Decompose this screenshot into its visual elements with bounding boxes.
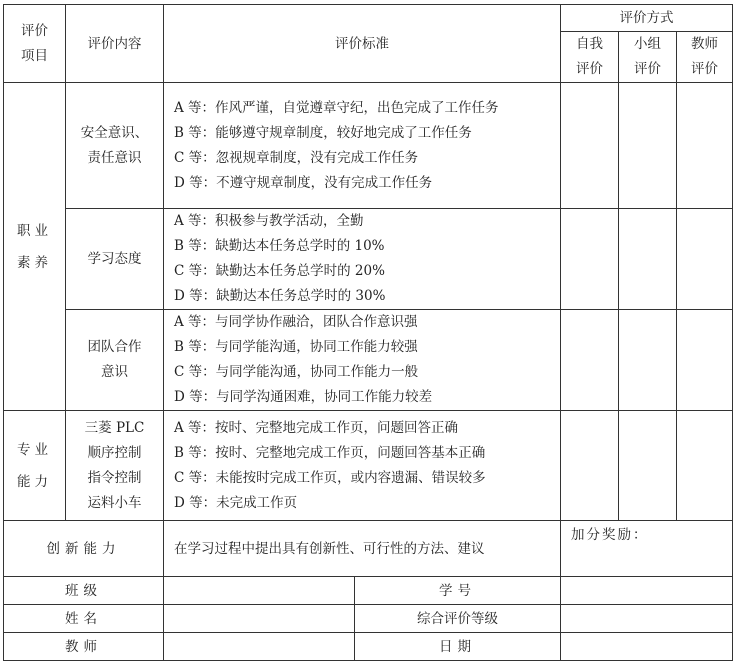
- criteria-attitude-a: A 等：积极参与教学活动，全勤: [174, 213, 364, 229]
- content-safety-line1: 安全意识、: [80, 124, 149, 141]
- header-group-line2: 评价: [634, 61, 661, 77]
- teacher-value-cell[interactable]: [164, 633, 355, 661]
- header-method: 评价方式: [561, 5, 733, 32]
- category-professionalism-line2: 素养: [17, 254, 52, 271]
- criteria-teamwork-c: C 等：与同学能沟通，协同工作能力一般: [174, 364, 419, 380]
- bonus-label: 加分奖励：: [571, 527, 649, 543]
- header-standard: 评价标准: [164, 5, 561, 83]
- self-eval-cell-safety[interactable]: [561, 83, 619, 209]
- content-safety: [66, 83, 164, 209]
- criteria-attitude-c: C 等：缺勤达本任务总学时的 20%: [174, 263, 385, 279]
- criteria-safety-a: A 等：作风严谨，自觉遵章守纪，出色完成了工作任务: [174, 99, 499, 116]
- category-ability-line1: 专业: [17, 441, 52, 458]
- header-teacher-line1: 教师: [691, 36, 718, 52]
- student-no-value-cell[interactable]: [561, 577, 733, 605]
- criteria-plc-b: B 等：按时、完整地完成工作页，问题回答基本正确: [174, 444, 486, 461]
- content-plc-line4: 运料小车: [87, 494, 142, 511]
- group-eval-cell-teamwork[interactable]: [619, 310, 677, 411]
- date-value-cell[interactable]: [561, 633, 733, 661]
- header-teacher-line2: 评价: [691, 61, 718, 77]
- footer-row-teacher: [4, 633, 733, 661]
- criteria-safety-b: B 等：能够遵守规章制度，较好地完成了工作任务: [174, 124, 472, 141]
- grade-value-cell[interactable]: [561, 605, 733, 633]
- date-label: 日期: [355, 633, 561, 661]
- header-group-eval: [619, 32, 677, 83]
- content-plc: [66, 411, 164, 521]
- footer-row-name: [4, 605, 733, 633]
- category-ability-line2: 能力: [17, 473, 52, 490]
- evaluation-table: [3, 4, 733, 661]
- content-plc-line2: 顺序控制: [87, 444, 142, 461]
- category-ability: [4, 411, 66, 521]
- criteria-plc: [164, 411, 561, 521]
- teacher-eval-cell-safety[interactable]: [677, 83, 733, 209]
- header-item: [4, 5, 66, 83]
- table-row-teamwork: [4, 310, 733, 411]
- table-row-innovation: [4, 521, 733, 577]
- category-professionalism: [4, 83, 66, 411]
- self-eval-cell-teamwork[interactable]: [561, 310, 619, 411]
- table-row-safety: [4, 83, 733, 209]
- teacher-eval-cell-plc[interactable]: [677, 411, 733, 521]
- table-row-attitude: [4, 209, 733, 310]
- content-plc-line1: 三菱 PLC: [84, 419, 145, 436]
- header-teacher-eval: [677, 32, 733, 83]
- innovation-criteria: [164, 521, 561, 577]
- criteria-plc-d: D 等：未完成工作页: [174, 494, 298, 511]
- criteria-attitude: [164, 209, 561, 310]
- bonus-cell[interactable]: [561, 521, 733, 577]
- criteria-safety-c: C 等：忽视规章制度，没有完成工作任务: [174, 149, 419, 166]
- class-value-cell[interactable]: [164, 577, 355, 605]
- content-teamwork-line2: 意识: [101, 364, 128, 380]
- header-self-eval: [561, 32, 619, 83]
- name-label: 姓名: [4, 605, 164, 633]
- teacher-eval-cell-teamwork[interactable]: [677, 310, 733, 411]
- table-row-plc: [4, 411, 733, 521]
- grade-label: 综合评价等级: [355, 605, 561, 633]
- header-item-line1: 评价: [21, 22, 48, 39]
- criteria-plc-c: C 等：未能按时完成工作页，或内容遗漏、错误较多: [174, 469, 486, 486]
- content-teamwork: [66, 310, 164, 411]
- criteria-safety: [164, 83, 561, 209]
- criteria-attitude-b: B 等：缺勤达本任务总学时的 10%: [174, 238, 385, 254]
- criteria-attitude-d: D 等：缺勤达本任务总学时的 30%: [174, 288, 386, 304]
- header-self-line2: 评价: [576, 61, 603, 77]
- criteria-safety-d: D 等：不遵守规章制度，没有完成工作任务: [174, 174, 433, 191]
- teacher-eval-cell-attitude[interactable]: [677, 209, 733, 310]
- criteria-teamwork-b: B 等：与同学能沟通，协同工作能力较强: [174, 339, 418, 355]
- content-attitude: 学习态度: [66, 209, 164, 310]
- footer-row-class: [4, 577, 733, 605]
- content-safety-line2: 责任意识: [87, 149, 142, 166]
- class-label: 班级: [4, 577, 164, 605]
- innovation-text: 在学习过程中提出具有创新性、可行性的方法、建议: [174, 540, 485, 557]
- evaluation-form: [3, 4, 733, 661]
- content-plc-line3: 指令控制: [87, 469, 142, 486]
- content-teamwork-line1: 团队合作: [87, 339, 142, 355]
- criteria-plc-a: A 等：按时、完整地完成工作页，问题回答正确: [174, 419, 459, 436]
- criteria-teamwork-a: A 等：与同学协作融洽，团队合作意识强: [174, 314, 418, 330]
- header-self-line1: 自我: [576, 36, 603, 52]
- innovation-label: 创新能力: [4, 521, 164, 577]
- category-professionalism-line1: 职业: [17, 222, 52, 239]
- group-eval-cell-safety[interactable]: [619, 83, 677, 209]
- header-content: 评价内容: [66, 5, 164, 83]
- student-no-label: 学号: [355, 577, 561, 605]
- teacher-label: 教师: [4, 633, 164, 661]
- criteria-teamwork: [164, 310, 561, 411]
- header-item-line2: 项目: [21, 47, 48, 64]
- self-eval-cell-plc[interactable]: [561, 411, 619, 521]
- group-eval-cell-plc[interactable]: [619, 411, 677, 521]
- criteria-teamwork-d: D 等：与同学沟通困难，协同工作能力较差: [174, 389, 433, 405]
- name-value-cell[interactable]: [164, 605, 355, 633]
- group-eval-cell-attitude[interactable]: [619, 209, 677, 310]
- self-eval-cell-attitude[interactable]: [561, 209, 619, 310]
- header-row: [4, 5, 733, 32]
- header-group-line1: 小组: [634, 36, 661, 52]
